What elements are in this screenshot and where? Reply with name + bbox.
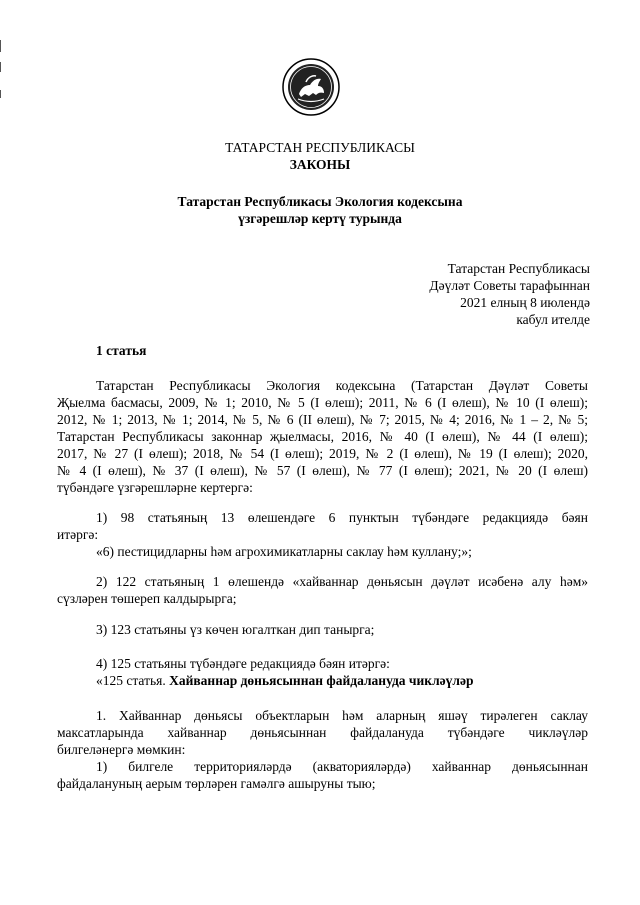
adoption-line-3: 2021 елның 8 июлендә	[460, 295, 590, 310]
adoption-line-1: Татарстан Республикасы	[447, 261, 590, 276]
emblem-icon	[282, 58, 340, 116]
header-law: ЗАКОНЫ	[289, 157, 351, 172]
intro-line: Татарстан Республикасы законнар җыелмасы, 2016, № 40 (I өлеш), № 44 (I өлеш);	[57, 429, 588, 444]
item-1-line: 1) 98 статьяның 13 өлешендәге 6 пунктын түбәндәге редакциядә бәян	[96, 510, 588, 525]
item-3: 3) 123 статьяны үз көчен югалткан дип танырга;	[96, 622, 375, 637]
para-1-line: максатларында хайваннар дөньясыннан файдалануда түбәндәге чикләүләр	[57, 725, 588, 740]
sub-1-line: 1) билгеле территорияләрдә (акваторияләрдә) хайваннар дөньясыннан	[96, 759, 588, 774]
sub-1-line: файдалануның аерым төрләрен гамәлгә ашыруны тыю;	[57, 776, 376, 791]
title-line-2: үзгәрешләр кертү турында	[238, 211, 402, 226]
para-1-line: 1. Хайваннар дөньясы объектларын һәм аларның яшәү тирәлеген саклау	[96, 708, 588, 723]
item-4: 4) 125 статьяны түбәндәге редакциядә бәян итәргә:	[96, 656, 390, 671]
article-1-heading: 1 статья	[96, 343, 147, 358]
item-2-line: 2) 122 статьяның 1 өлешендә «хайваннар дөньясын дәүләт исәбенә алу һәм»	[96, 574, 588, 589]
intro-line: 2012, № 1; 2013, № 1; 2014, № 5, № 6 (II өлеш), № 7; 2015, № 4; 2016, № 1 – 2, № 5;	[57, 412, 588, 427]
item-2-line: сүзләрен төшереп калдырырга;	[57, 591, 237, 606]
page-edge-marks	[0, 0, 4, 905]
article-125-prefix: «125 статья.	[96, 673, 170, 688]
title-line-1: Татарстан Республикасы Экология кодексына	[177, 194, 463, 209]
item-1-line: итәргә:	[57, 527, 99, 542]
header-republic: ТАТАРСТАН РЕСПУБЛИКАСЫ	[225, 140, 415, 155]
para-1-line: билгеләнергә мөмкин:	[57, 742, 186, 757]
intro-line: 2017, № 27 (I өлеш); 2018, № 54 (I өлеш); 2019, № 2 (I өлеш), № 19 (I өлеш); 2020,	[57, 446, 588, 461]
adoption-line-2: Дәүләт Советы тарафыннан	[429, 278, 590, 293]
intro-line: Татарстан Республикасы Экология кодексына (Татарстан Дәүләт Советы	[96, 378, 588, 393]
intro-line: түбәндәге үзгәрешләрне кертергә:	[57, 480, 253, 495]
intro-line: № 4 (I өлеш), № 37 (I өлеш), № 57 (I өлеш), № 77 (I өлеш); 2021, № 20 (I өлеш)	[57, 463, 588, 478]
article-125-title: Хайваннар дөньясыннан файдалануда чикләүләр	[169, 673, 474, 688]
intro-line: Җыелма басмасы, 2009, № 1; 2010, № 5 (I өлеш); 2011, № 6 (I өлеш), № 10 (I өлеш);	[57, 395, 588, 410]
item-1-quote: «6) пестицидларны һәм агрохимикатларны саклау һәм куллану;»;	[96, 544, 472, 559]
article-125-heading	[96, 673, 473, 689]
adoption-line-4: кабул ителде	[516, 312, 590, 327]
